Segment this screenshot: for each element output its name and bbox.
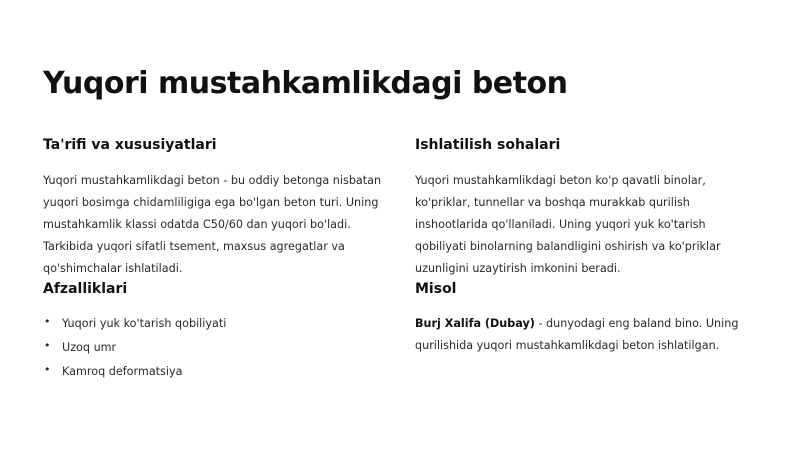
bullet-icon: • [44, 315, 51, 328]
example-heading: Misol [415, 281, 457, 297]
advantage-label: Yuqori yuk ko'tarish qobiliyati [62, 317, 227, 330]
example-subject: Burj Xalifa (Dubay) [415, 317, 535, 330]
page-title: Yuqori mustahkamlikdagi beton [43, 66, 568, 101]
list-item [43, 312, 226, 336]
usage-heading: Ishlatilish sohalari [415, 137, 561, 153]
example-text-block [415, 313, 760, 357]
definition-text: Yuqori mustahkamlikdagi beton - bu oddiy betonga nisbatan yuqori bosimga chidamliligiga ega bo'lgan beton turi. Uning mustahkamlik klassi odatda C50/60 dan yuqori bo'ladi. Tarkibida yuqori sifatli tsement, maxsus agregatlar va qo'shimchalar ishlatiladi. [43, 174, 382, 275]
bullet-icon: • [44, 339, 51, 352]
list-item [43, 360, 226, 384]
advantage-label: Kamroq deformatsiya [62, 365, 183, 378]
definition-heading: Ta'rifi va xususiyatlari [43, 137, 217, 153]
bullet-icon: • [44, 363, 51, 376]
advantage-label: Uzoq umr [62, 341, 117, 354]
list-item [43, 336, 226, 360]
advantages-heading: Afzalliklari [43, 281, 128, 297]
advantages-list [43, 312, 226, 384]
example-text: - dunyodagi eng baland bino. Uning qurilishida yuqori mustahkamlikdagi beton ishlatilgan. [415, 317, 739, 352]
usage-text: Yuqori mustahkamlikdagi beton ko'p qavatli binolar, ko'priklar, tunnellar va boshqa murakkab qurilish inshootlarida qo'llaniladi. Uning yuqori yuk ko'tarish qobiliyati binolarning balandligini oshirish va ko'priklar uzunligini uzaytirish imkonini beradi. [415, 174, 721, 275]
